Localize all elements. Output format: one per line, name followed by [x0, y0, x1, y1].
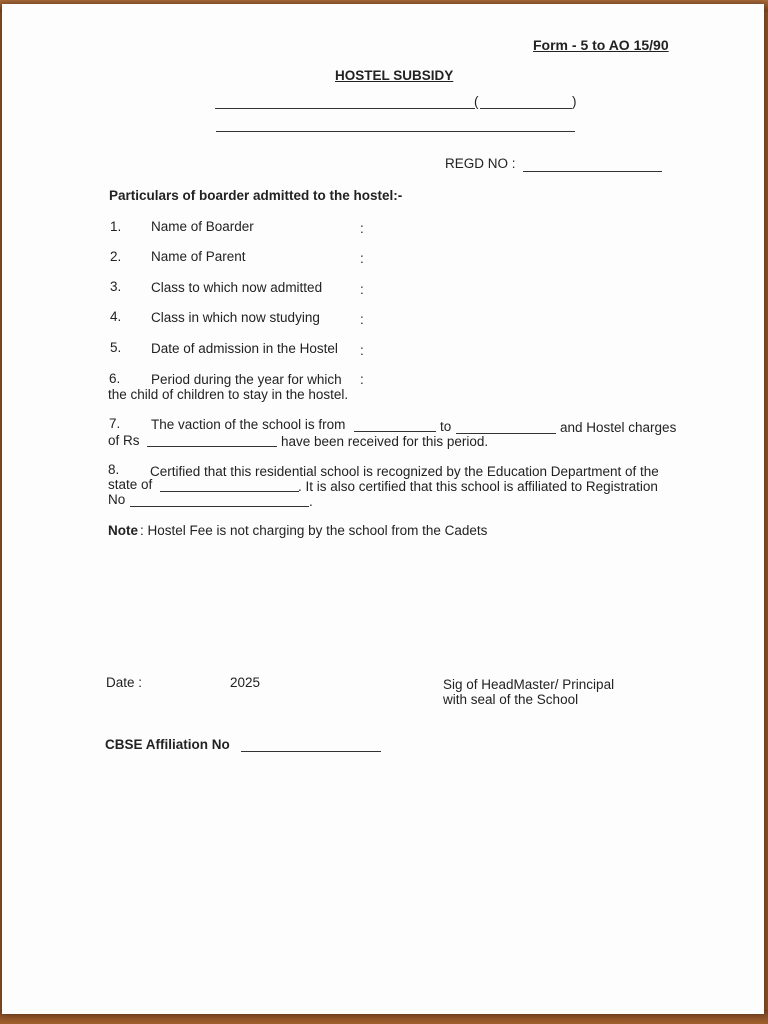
- registration-no-text: No: [108, 492, 126, 507]
- date-year: 2025: [230, 675, 261, 690]
- item-label-date-of-admission: Date of admission in the Hostel: [151, 341, 338, 356]
- item-colon: :: [360, 372, 364, 387]
- item-colon: :: [360, 221, 364, 236]
- vacation-to-text: to: [440, 419, 452, 434]
- item-number: 2.: [110, 249, 122, 264]
- form-reference: Form - 5 to AO 15/90: [533, 37, 669, 53]
- form-title: HOSTEL SUBSIDY: [335, 68, 454, 83]
- hostel-charges-text: and Hostel charges: [560, 420, 677, 435]
- item-number: 5.: [110, 340, 122, 355]
- item-label-name-of-parent: Name of Parent: [151, 249, 246, 264]
- vacation-from-field[interactable]: [354, 431, 436, 432]
- vacation-text: The vaction of the school is from: [151, 417, 346, 432]
- item-number: 7.: [109, 416, 121, 431]
- state-field[interactable]: [160, 491, 299, 492]
- registration-period: .: [309, 494, 313, 509]
- registration-no-field[interactable]: [130, 506, 309, 507]
- amount-field[interactable]: [147, 446, 277, 447]
- item-label-name-of-boarder: Name of Boarder: [151, 219, 254, 234]
- item-number: 8.: [108, 462, 120, 477]
- state-of-text: state of: [108, 477, 153, 492]
- item-label-period-line2: the child of children to stay in the hostel.: [108, 387, 349, 402]
- cbse-affiliation-label: CBSE Affiliation No: [105, 737, 230, 752]
- item-colon: :: [360, 343, 364, 358]
- item-colon: :: [360, 251, 364, 266]
- header-paren-open: (: [474, 94, 479, 109]
- item-number: 1.: [110, 219, 122, 234]
- signature-label-line2: with seal of the School: [443, 692, 579, 707]
- certified-text: Certified that this residential school is recognized by the Education Department of the: [150, 464, 659, 479]
- item-number: 6.: [109, 371, 121, 386]
- of-rs-text: of Rs: [108, 433, 140, 448]
- item-label-class-admitted: Class to which now admitted: [151, 280, 323, 295]
- form-sheet: [2, 4, 764, 1014]
- header-paren-close: ): [572, 94, 577, 109]
- cbse-affiliation-field[interactable]: [241, 751, 381, 752]
- regd-no-label: REGD NO :: [445, 156, 516, 171]
- item-label-period: Period during the year for which: [151, 372, 342, 387]
- date-label: Date :: [106, 675, 143, 690]
- section-heading: Particulars of boarder admitted to the hostel:-: [109, 188, 403, 203]
- header-paren-blank[interactable]: [480, 108, 572, 109]
- header-blank-line-1[interactable]: [215, 108, 475, 109]
- header-blank-line-2[interactable]: [216, 131, 575, 132]
- signature-label-line1: Sig of HeadMaster/ Principal: [443, 677, 615, 692]
- affiliation-text: . It is also certified that this school is affiliated to Registration: [298, 479, 658, 494]
- item-number: 4.: [110, 309, 122, 324]
- item-colon: :: [360, 282, 364, 297]
- item-colon: :: [360, 312, 364, 327]
- regd-no-field[interactable]: [523, 171, 662, 172]
- note-label: Note: [108, 523, 138, 538]
- item-label-class-studying: Class in which now studying: [151, 310, 320, 325]
- received-text: have been received for this period.: [281, 434, 489, 449]
- item-number: 3.: [110, 279, 122, 294]
- note-text: : Hostel Fee is not charging by the school from the Cadets: [140, 523, 488, 538]
